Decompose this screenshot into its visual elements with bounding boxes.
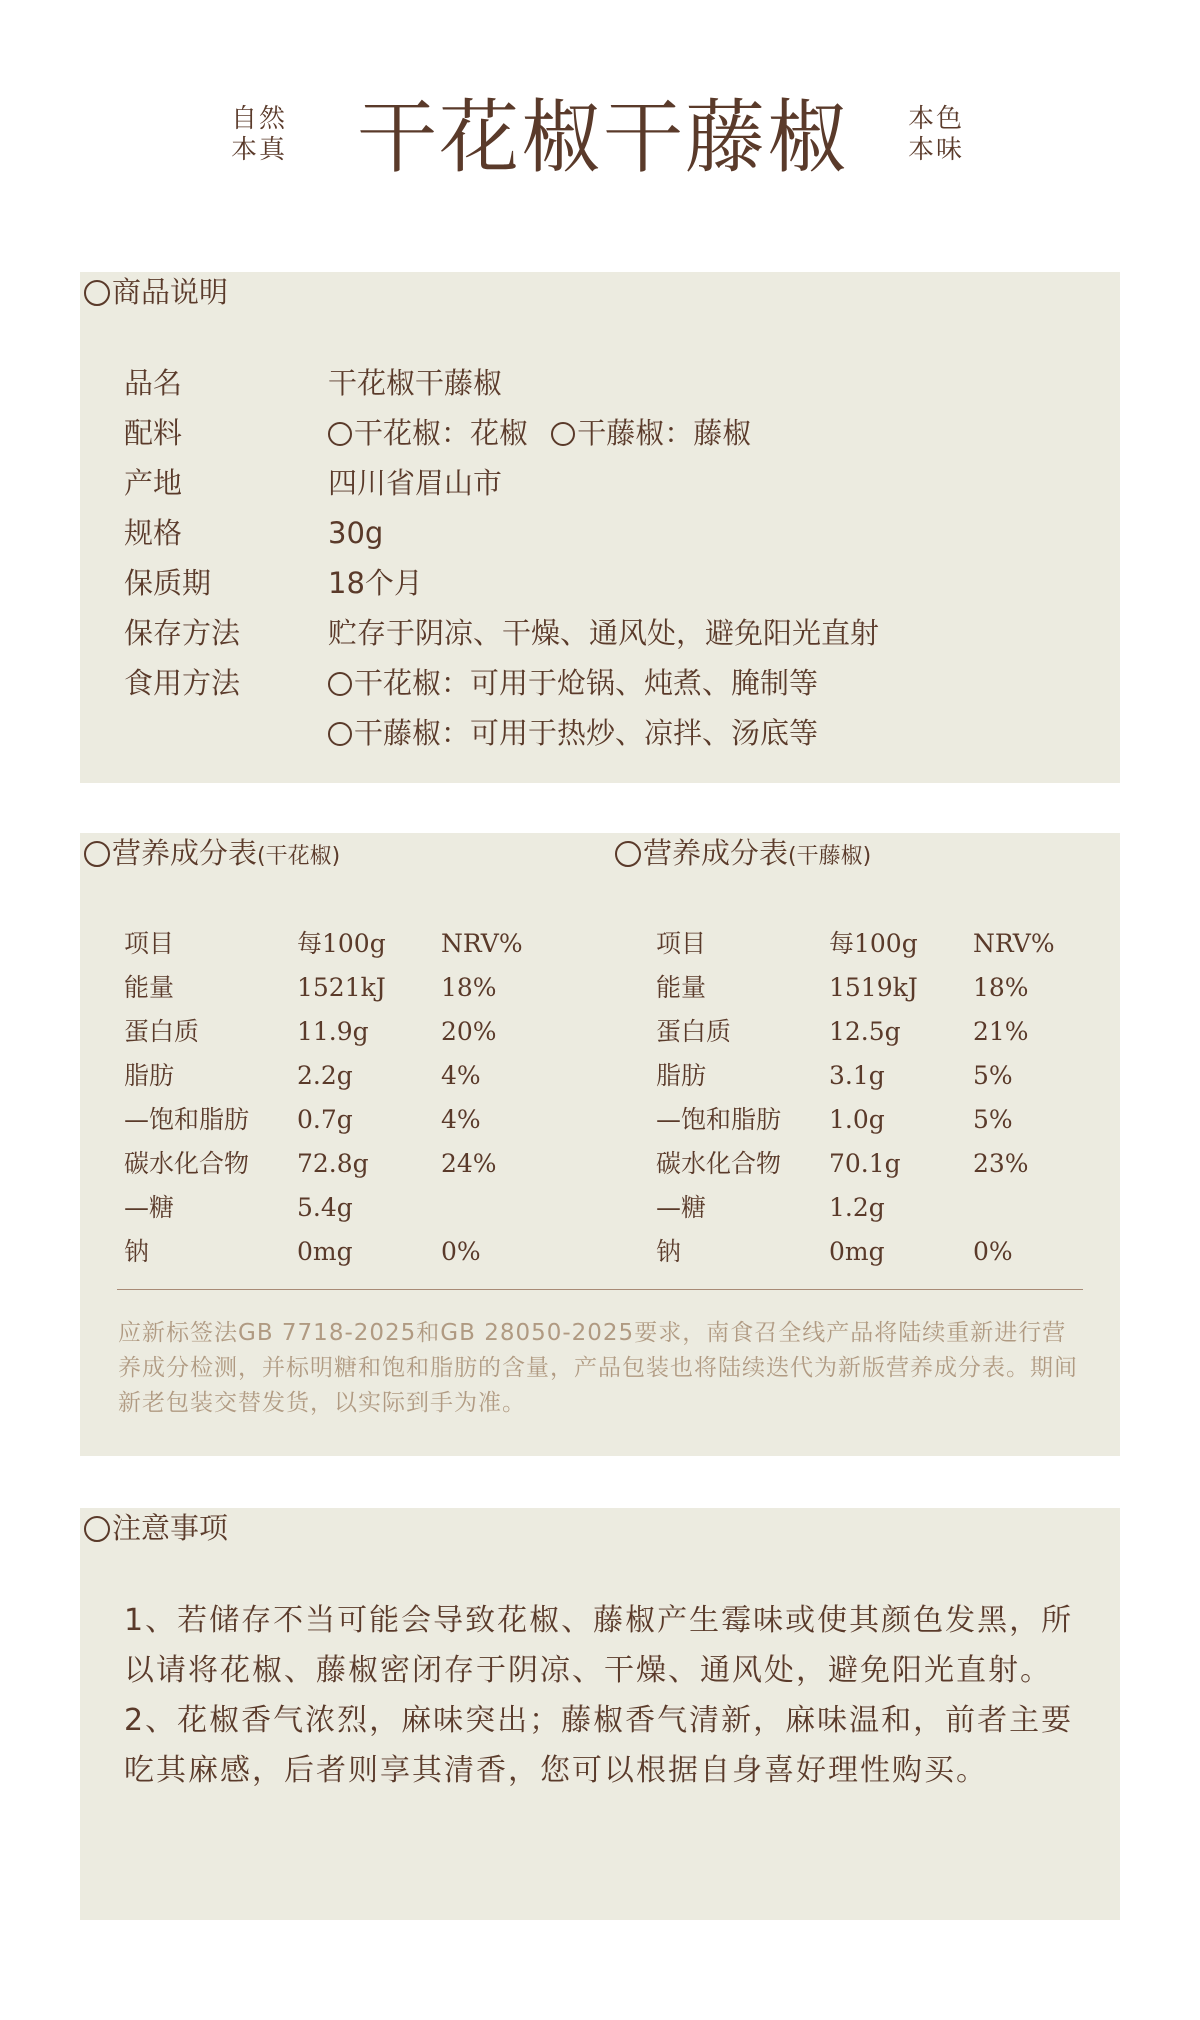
table-cell: 0mg: [829, 1237, 885, 1266]
spec-label: 品名: [124, 366, 183, 400]
page-title: 干花椒干藤椒: [357, 91, 849, 184]
circle-icon: [84, 841, 110, 867]
nutrition-title-text: 营养成分表: [112, 836, 258, 870]
circle-icon: [328, 422, 352, 446]
spec-value: 干花椒干藤椒: [328, 366, 503, 400]
table-cell: 能量: [124, 973, 175, 1002]
caution-title-text: 注意事项: [112, 1511, 229, 1545]
caution-list: [124, 1596, 1084, 1796]
caution-panel: [80, 1508, 1120, 1920]
table-cell: 2.2g: [297, 1061, 353, 1090]
product-info-title-text: 商品说明: [112, 275, 229, 309]
table-cell: 4%: [441, 1061, 481, 1090]
table-header-cell: NRV%: [441, 929, 523, 958]
header-left-tag: [231, 104, 287, 166]
header-right-tag-line: 本味: [908, 135, 965, 165]
circle-icon: [84, 280, 110, 306]
nutrition-subtitle: (干藤椒): [788, 844, 872, 869]
table-cell: —饱和脂肪: [656, 1105, 782, 1134]
table-cell: —糖: [124, 1193, 175, 1222]
label-law-notice: 应新标签法GB 7718-2025和GB 28050-2025要求，南食召全线产品将陆续重新进行营养成分检测，并标明糖和饱和脂肪的含量，产品包装也将陆续迭代为新版营养成分表。期间新老包装交替发货，以实际到手为准。: [118, 1320, 1078, 1416]
table-header-cell: 每100g: [297, 929, 386, 958]
table-cell: 蛋白质: [124, 1017, 200, 1046]
table-cell: 18%: [973, 973, 1029, 1002]
table-cell: 1.0g: [829, 1105, 885, 1134]
header-left-tag-line: 本真: [231, 135, 288, 165]
page-header: [0, 88, 1200, 198]
table-cell: 0%: [441, 1237, 481, 1266]
table-cell: 5%: [973, 1105, 1013, 1134]
nutrition-panel: [80, 833, 1120, 1456]
spec-value: [328, 408, 751, 458]
table-cell: 24%: [441, 1149, 497, 1178]
table-header-cell: NRV%: [973, 929, 1055, 958]
table-cell: 72.8g: [297, 1149, 369, 1178]
table-header-cell: 项目: [124, 929, 175, 958]
table-header-cell: 项目: [656, 929, 707, 958]
table-cell: 5.4g: [297, 1193, 353, 1222]
table-cell: 21%: [973, 1017, 1029, 1046]
table-cell: 能量: [656, 973, 707, 1002]
spec-label: 保存方法: [124, 616, 241, 650]
table-cell: 12.5g: [829, 1017, 901, 1046]
table-cell: 碳水化合物: [656, 1149, 782, 1178]
table-cell: 脂肪: [656, 1061, 707, 1090]
table-cell: —饱和脂肪: [124, 1105, 250, 1134]
ingredient-item: 干花椒：花椒: [354, 416, 529, 450]
spec-value: 30g: [328, 516, 384, 550]
table-cell: 11.9g: [297, 1017, 369, 1046]
spec-label: 食用方法: [124, 666, 241, 700]
table-cell: 70.1g: [829, 1149, 901, 1178]
circle-icon: [615, 841, 641, 867]
table-cell: 蛋白质: [656, 1017, 732, 1046]
header-right-tag-line: 本色: [908, 104, 965, 134]
table-cell: 碳水化合物: [124, 1149, 250, 1178]
table-cell: 4%: [441, 1105, 481, 1134]
header-left-tag-line: 自然: [231, 104, 288, 134]
spec-value: [328, 708, 818, 758]
nutrition-title-text: 营养成分表: [643, 836, 789, 870]
spec-label: 产地: [124, 466, 183, 500]
table-cell: 23%: [973, 1149, 1029, 1178]
table-cell: 3.1g: [829, 1061, 885, 1090]
table-cell: 20%: [441, 1017, 497, 1046]
caution-item: 1、若储存不当可能会导致花椒、藤椒产生霉味或使其颜色发黑，所以请将花椒、藤椒密闭存于阴凉、干燥、通风处，避免阳光直射。: [124, 1603, 1074, 1688]
spec-value: 18个月: [328, 566, 423, 600]
spec-label: 保质期: [124, 566, 212, 600]
table-cell: 钠: [656, 1237, 682, 1266]
table-header-cell: 每100g: [829, 929, 918, 958]
circle-icon: [84, 1516, 110, 1542]
caution-title: [84, 1508, 228, 1548]
table-cell: 1521kJ: [297, 973, 386, 1002]
usage-line: 干藤椒：可用于热炒、凉拌、汤底等: [354, 716, 819, 750]
product-info-panel: [80, 272, 1120, 783]
table-cell: 钠: [124, 1237, 150, 1266]
table-cell: 0.7g: [297, 1105, 353, 1134]
nutrition-title-left: [84, 833, 340, 877]
table-cell: 5%: [973, 1061, 1013, 1090]
nutrition-subtitle: (干花椒): [257, 844, 341, 869]
circle-icon: [328, 672, 352, 696]
table-cell: —糖: [656, 1193, 707, 1222]
table-cell: 1.2g: [829, 1193, 885, 1222]
spec-value: 贮存于阴凉、干燥、通风处，避免阳光直射: [328, 616, 880, 650]
spec-value: [328, 658, 818, 708]
table-cell: 0mg: [297, 1237, 353, 1266]
usage-line: 干花椒：可用于炝锅、炖煮、腌制等: [354, 666, 819, 700]
spec-value: 四川省眉山市: [328, 466, 503, 500]
circle-icon: [328, 722, 352, 746]
table-cell: 0%: [973, 1237, 1013, 1266]
divider: [117, 1289, 1083, 1290]
product-info-title: [84, 272, 228, 312]
ingredient-item: 干藤椒：藤椒: [577, 416, 752, 450]
header-right-tag: [908, 104, 964, 166]
circle-icon: [551, 422, 575, 446]
table-cell: 脂肪: [124, 1061, 175, 1090]
spec-label: 规格: [124, 516, 183, 550]
table-cell: 18%: [441, 973, 497, 1002]
spec-label: 配料: [124, 416, 183, 450]
caution-item: 2、花椒香气浓烈，麻味突出；藤椒香气清新，麻味温和，前者主要吃其麻感，后者则享其清香，您可以根据自身喜好理性购买。: [124, 1703, 1074, 1788]
nutrition-title-right: [615, 833, 871, 877]
table-cell: 1519kJ: [829, 973, 918, 1002]
